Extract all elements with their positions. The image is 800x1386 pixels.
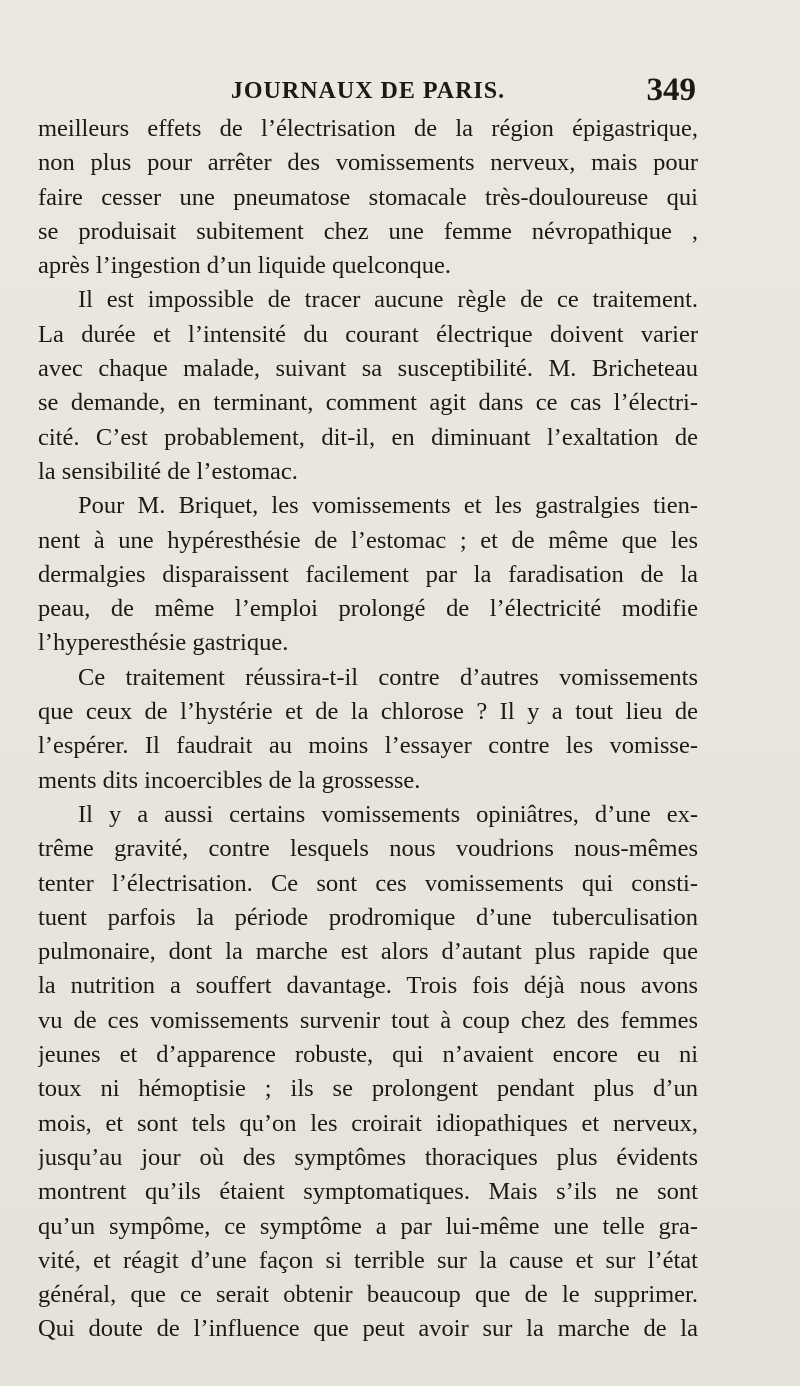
text-line: trême gravité, contre lesquels nous voudrions nous-mêmes: [38, 835, 698, 863]
text-line: faire cesser une pneumatose stomacale très-douloureuse qui: [38, 183, 698, 211]
text-line: Il y a aussi certains vomissements opiniâtres, d’une ex-: [78, 800, 698, 828]
body-text: [38, 112, 698, 1347]
page-header: [38, 72, 698, 116]
running-head: JOURNAUX DE PARIS.: [230, 78, 506, 104]
text-line: la sensibilité de l’estomac.: [38, 457, 298, 485]
text-line: peau, de même l’emploi prolongé de l’électricité modifie: [38, 595, 698, 623]
text-line: montrent qu’ils étaient symptomatiques. Mais s’ils ne sont: [38, 1178, 698, 1206]
text-line: vu de ces vomissements survenir tout à coup chez des femmes: [38, 1006, 698, 1034]
text-line: toux ni hémoptisie ; ils se prolongent pendant plus d’un: [38, 1075, 698, 1103]
text-line: général, que ce serait obtenir beaucoup que de le supprimer.: [38, 1281, 698, 1309]
text-line: avec chaque malade, suivant sa susceptibilité. M. Bricheteau: [38, 355, 698, 383]
page-number: 349: [646, 72, 696, 108]
text-line: jusqu’au jour où des symptômes thoraciques plus évidents: [38, 1143, 698, 1171]
text-line: Pour M. Briquet, les vomissements et les gastralgies tien-: [78, 492, 698, 520]
text-line: qu’un sympôme, ce symptôme a par lui-même une telle gra-: [38, 1212, 698, 1240]
text-line: Qui doute de l’influence que peut avoir sur la marche de la: [38, 1315, 698, 1343]
text-line: Il est impossible de tracer aucune règle de ce traitement.: [78, 286, 698, 314]
text-line: tenter l’électrisation. Ce sont ces vomissements qui consti-: [38, 869, 698, 897]
text-line: que ceux de l’hystérie et de la chlorose ? Il y a tout lieu de: [38, 698, 698, 726]
text-line: Ce traitement réussira-t-il contre d’autres vomissements: [78, 663, 698, 691]
text-line: la nutrition a souffert davantage. Trois fois déjà nous avons: [38, 972, 698, 1000]
text-line: ments dits incoercibles de la grossesse.: [38, 766, 421, 794]
text-line: mois, et sont tels qu’on les croirait idiopathiques et nerveux,: [38, 1109, 698, 1137]
text-line: dermalgies disparaissent facilement par la faradisation de la: [38, 560, 698, 588]
text-line: l’espérer. Il faudrait au moins l’essayer contre les vomisse-: [38, 732, 698, 760]
text-line: après l’ingestion d’un liquide quelconque.: [38, 252, 451, 280]
text-line: meilleurs effets de l’électrisation de la région épigastrique,: [38, 115, 698, 142]
text-line: se produisait subitement chez une femme névropathique ,: [38, 217, 698, 245]
text-line: vité, et réagit d’une façon si terrible sur la cause et sur l’état: [38, 1246, 698, 1274]
text-line: nent à une hypéresthésie de l’estomac ; et de même que les: [38, 526, 698, 554]
text-line: non plus pour arrêter des vomissements nerveux, mais pour: [38, 149, 698, 177]
text-line: tuent parfois la période prodromique d’une tuberculisation: [38, 903, 698, 931]
text-line: La durée et l’intensité du courant électrique doivent varier: [38, 320, 698, 348]
text-line: se demande, en terminant, comment agit dans ce cas l’électri-: [38, 389, 698, 417]
text-line: jeunes et d’apparence robuste, qui n’avaient encore eu ni: [38, 1041, 698, 1069]
text-line: l’hyperesthésie gastrique.: [38, 629, 289, 657]
text-line: pulmonaire, dont la marche est alors d’autant plus rapide que: [38, 938, 698, 966]
text-line: cité. C’est probablement, dit-il, en diminuant l’exaltation de: [38, 423, 698, 451]
